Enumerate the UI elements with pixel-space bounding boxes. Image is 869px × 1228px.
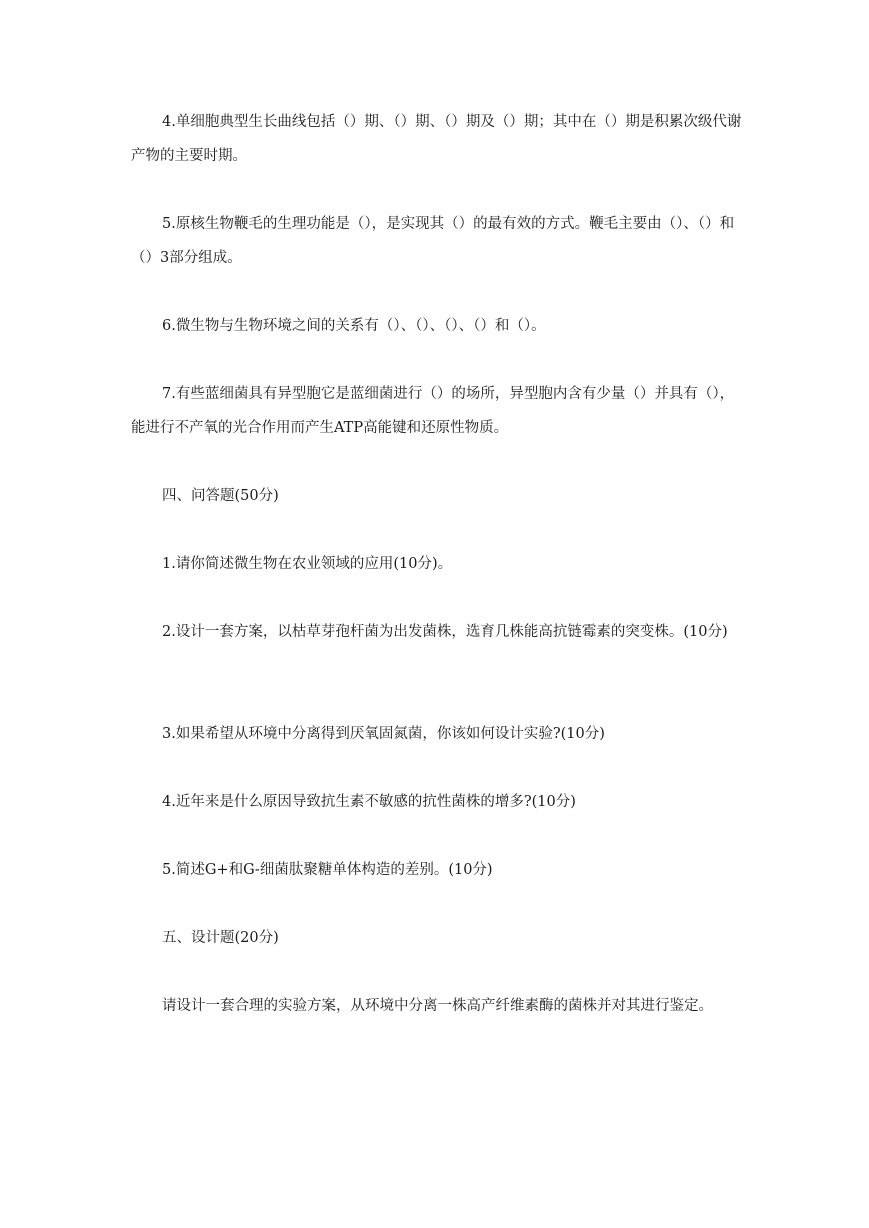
question-fill-7: 7.有些蓝细菌具有异型胞它是蓝细菌进行（）的场所，异型胞内含有少量（）并具有（），能进行不产氧的光合作用而产生ATP高能键和还原性物质。: [131, 386, 735, 436]
question-qa-3: 3.如果希望从环境中分离得到厌氧固氮菌，你该如何设计实验?(10分): [162, 726, 605, 742]
question-fill-6: 6.微生物与生物环境之间的关系有（）、（）、（）、（）和（）。: [162, 318, 546, 334]
question-qa-4: 4.近年来是什么原因导致抗生素不敏感的抗性菌株的增多?(10分): [162, 794, 576, 810]
question-qa-5: 5.简述G+和G-细菌肽聚糖单体构造的差别。(10分): [162, 862, 493, 878]
question-fill-4: 4.单细胞典型生长曲线包括（）期、（）期、（）期及（）期；其中在（）期是积累次级代谢产物的主要时期。: [131, 114, 742, 164]
question-qa-2: 2.设计一套方案，以枯草芽孢杆菌为出发菌株，选育几株能高抗链霉素的突变株。(10分): [162, 624, 728, 640]
question-design-1: 请设计一套合理的实验方案，从环境中分离一株高产纤维素酶的菌株并对其进行鉴定。: [162, 998, 713, 1014]
section-heading-design: 五、设计题(20分): [162, 930, 279, 946]
section-heading-qa: 四、问答题(50分): [162, 488, 279, 504]
question-qa-1: 1.请你简述微生物在农业领域的应用(10分)。: [162, 556, 453, 572]
question-fill-5: 5.原核生物鞭毛的生理功能是（），是实现其（）的最有效的方式。鞭毛主要由（）、（）和（）3部分组成。: [131, 216, 735, 266]
